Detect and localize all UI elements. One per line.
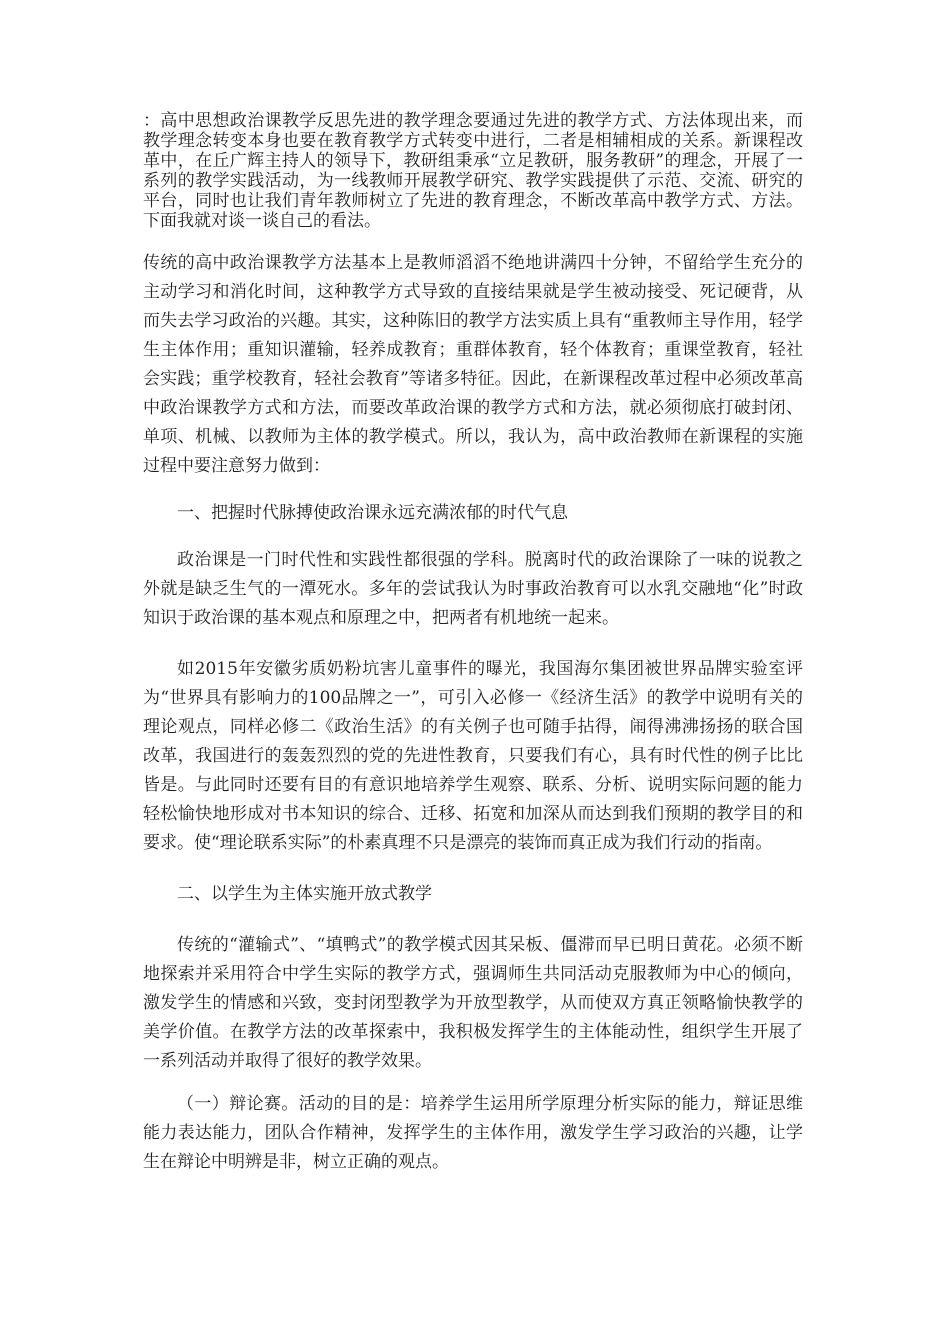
- intro-paragraph: ：高中思想政治课教学反思先进的教学理念要通过先进的教学方式、方法体现出来，而教学理念转变本身也要在教育教学方式转变中进行，二者是相辅相成的关系。新课程改革中，在丘广辉主持人的领导下，教研组秉承“立足教研，服务教研”的理念，开展了一系列的教学实践活动，为一线教师开展教学研究、教学实践提供了示范、交流、研究的平台，同时也让我们青年教师树立了先进的教育理念，不断改革高中教学方式、方法。下面我就对谈一谈自己的看法。: [143, 111, 803, 231]
- body-paragraph: （一）辩论赛。活动的目的是：培养学生运用所学原理分析实际的能力，辩证思维能力表达能力，团队合作精神，发挥学生的主体作用，激发学生学习政治的兴趣，让学生在辩论中明辨是非，树立正确的观点。: [143, 1094, 803, 1172]
- body-paragraph: 传统的高中政治课教学方法基本上是教师滔滔不绝地讲满四十分钟，不留给学生充分的主动学习和消化时间，这种教学方式导致的直接结果就是学生被动接受、死记硬背，从而失去学习政治的兴趣。其实，这种陈旧的教学方法实质上具有“重教师主导作用，轻学生主体作用；重知识灌输，轻养成教育；重群体教育，轻个体教育；重课堂教育，轻社会实践；重学校教育，轻社会教育”等诸多特征。因此，在新课程改革过程中必须改革高中政治课教学方式和方法，而要改革政治课的教学方式和方法，就必须彻底打破封闭、单项、机械、以教师为主体的教学模式。所以，我认为，高中政治教师在新课程的实施过程中要注意努力做到：: [143, 253, 803, 476]
- body-paragraph: 政治课是一门时代性和实践性都很强的学科。脱离时代的政治课除了一味的说教之外就是缺乏生气的一潭死水。多年的尝试我认为时事政治教育可以水乳交融地“化”时政知识于政治课的基本观点和原理之中，把两者有机地统一起来。: [143, 550, 803, 628]
- body-paragraph: 如2015年安徽劣质奶粉坑害儿童事件的曝光，我国海尔集团被世界品牌实验室评为“世界具有影响力的100品牌之一”，可引入必修一《经济生活》的教学中说明有关的理论观点，同样必修二《政治生活》的有关例子也可随手拈得，闹得沸沸扬扬的联合国改革，我国进行的轰轰烈烈的党的先进性教育，只要我们有心，具有时代性的例子比比皆是。与此同时还要有目的有意识地培养学生观察、联系、分析、说明实际问题的能力轻松愉快地形成对书本知识的综合、迁移、拓宽和加深从而达到我们预期的教学目的和要求。使“理论联系实际”的朴素真理不只是漂亮的装饰而真正成为我们行动的指南。: [143, 659, 803, 853]
- section-heading: 二、以学生为主体实施开放式教学: [177, 884, 432, 904]
- body-paragraph: 传统的“灌输式”、“填鸭式”的教学模式因其呆板、僵滞而早已明日黄花。必须不断地探索并采用符合中学生实际的教学方式，强调师生共同活动克服教师为中心的倾向，激发学生的情感和兴致，变封闭型教学为开放型教学，从而使双方真正领略愉快教学的美学价值。在教学方法的改革探索中，我积极发挥学生的主体能动性，组织学生开展了一系列活动并取得了很好的教学效果。: [143, 935, 803, 1071]
- section-heading: 一、把握时代脉搏使政治课永远充满浓郁的时代气息: [177, 503, 568, 523]
- document-body: [143, 111, 803, 1177]
